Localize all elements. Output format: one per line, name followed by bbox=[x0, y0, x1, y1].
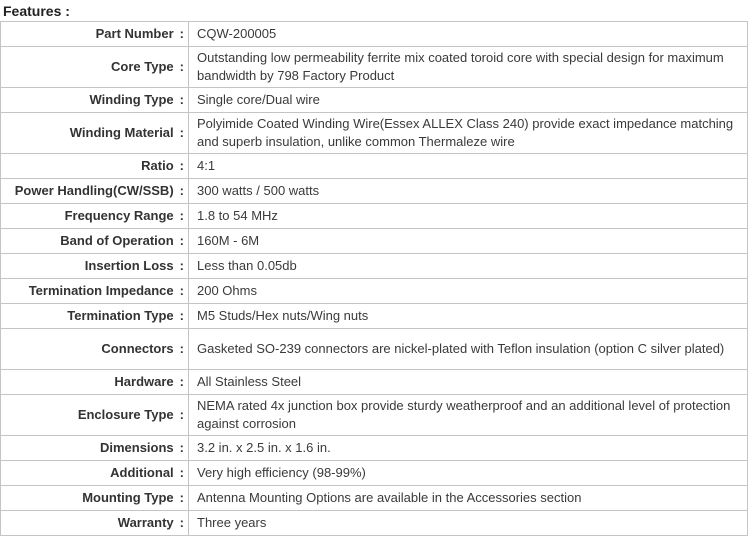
row-value: 300 watts / 500 watts bbox=[189, 179, 748, 204]
row-value: Polyimide Coated Winding Wire(Essex ALLEX Class 240) provide exact impedance matching and superb insulation, unlike common Thermaleze wire bbox=[189, 113, 748, 154]
table-row bbox=[1, 395, 748, 436]
row-label: Additional : bbox=[1, 461, 189, 486]
table-row bbox=[1, 461, 748, 486]
table-row bbox=[1, 113, 748, 154]
table-row bbox=[1, 47, 748, 88]
row-value: All Stainless Steel bbox=[189, 370, 748, 395]
row-label: Frequency Range : bbox=[1, 204, 189, 229]
row-label: Termination Impedance : bbox=[1, 279, 189, 304]
row-label: Core Type : bbox=[1, 47, 189, 88]
row-label: Winding Type : bbox=[1, 88, 189, 113]
features-table bbox=[0, 21, 748, 536]
row-label: Hardware : bbox=[1, 370, 189, 395]
row-label: Termination Type : bbox=[1, 304, 189, 329]
row-label: Connectors : bbox=[1, 329, 189, 370]
table-row bbox=[1, 204, 748, 229]
row-value: 1.8 to 54 MHz bbox=[189, 204, 748, 229]
row-value: Less than 0.05db bbox=[189, 254, 748, 279]
table-row bbox=[1, 154, 748, 179]
table-row bbox=[1, 229, 748, 254]
features-heading: Features : bbox=[3, 3, 70, 19]
row-value: Gasketed SO-239 connectors are nickel-plated with Teflon insulation (option C silver plated) bbox=[189, 329, 748, 370]
row-label: Power Handling(CW/SSB) : bbox=[1, 179, 189, 204]
row-label: Warranty : bbox=[1, 511, 189, 536]
row-value: CQW-200005 bbox=[189, 22, 748, 47]
row-value: 160M - 6M bbox=[189, 229, 748, 254]
row-value: NEMA rated 4x junction box provide sturdy weatherproof and an additional level of protection against corrosion bbox=[189, 395, 748, 436]
row-value: 200 Ohms bbox=[189, 279, 748, 304]
table-row bbox=[1, 254, 748, 279]
row-value: M5 Studs/Hex nuts/Wing nuts bbox=[189, 304, 748, 329]
row-label: Band of Operation : bbox=[1, 229, 189, 254]
row-value: Antenna Mounting Options are available in the Accessories section bbox=[189, 486, 748, 511]
table-row bbox=[1, 486, 748, 511]
table-row bbox=[1, 511, 748, 536]
table-row bbox=[1, 179, 748, 204]
row-value: Three years bbox=[189, 511, 748, 536]
row-label: Winding Material : bbox=[1, 113, 189, 154]
row-value: 3.2 in. x 2.5 in. x 1.6 in. bbox=[189, 436, 748, 461]
table-row bbox=[1, 22, 748, 47]
table-row bbox=[1, 88, 748, 113]
table-row bbox=[1, 370, 748, 395]
table-row bbox=[1, 329, 748, 370]
table-row bbox=[1, 279, 748, 304]
table-row bbox=[1, 436, 748, 461]
row-label: Enclosure Type : bbox=[1, 395, 189, 436]
table-row bbox=[1, 304, 748, 329]
row-value: 4:1 bbox=[189, 154, 748, 179]
row-value: Single core/Dual wire bbox=[189, 88, 748, 113]
row-label: Ratio : bbox=[1, 154, 189, 179]
row-label: Insertion Loss : bbox=[1, 254, 189, 279]
row-label: Mounting Type : bbox=[1, 486, 189, 511]
row-value: Very high efficiency (98-99%) bbox=[189, 461, 748, 486]
row-label: Dimensions : bbox=[1, 436, 189, 461]
row-value: Outstanding low permeability ferrite mix coated toroid core with special design for maximum bandwidth by 798 Factory Product bbox=[189, 47, 748, 88]
row-label: Part Number : bbox=[1, 22, 189, 47]
